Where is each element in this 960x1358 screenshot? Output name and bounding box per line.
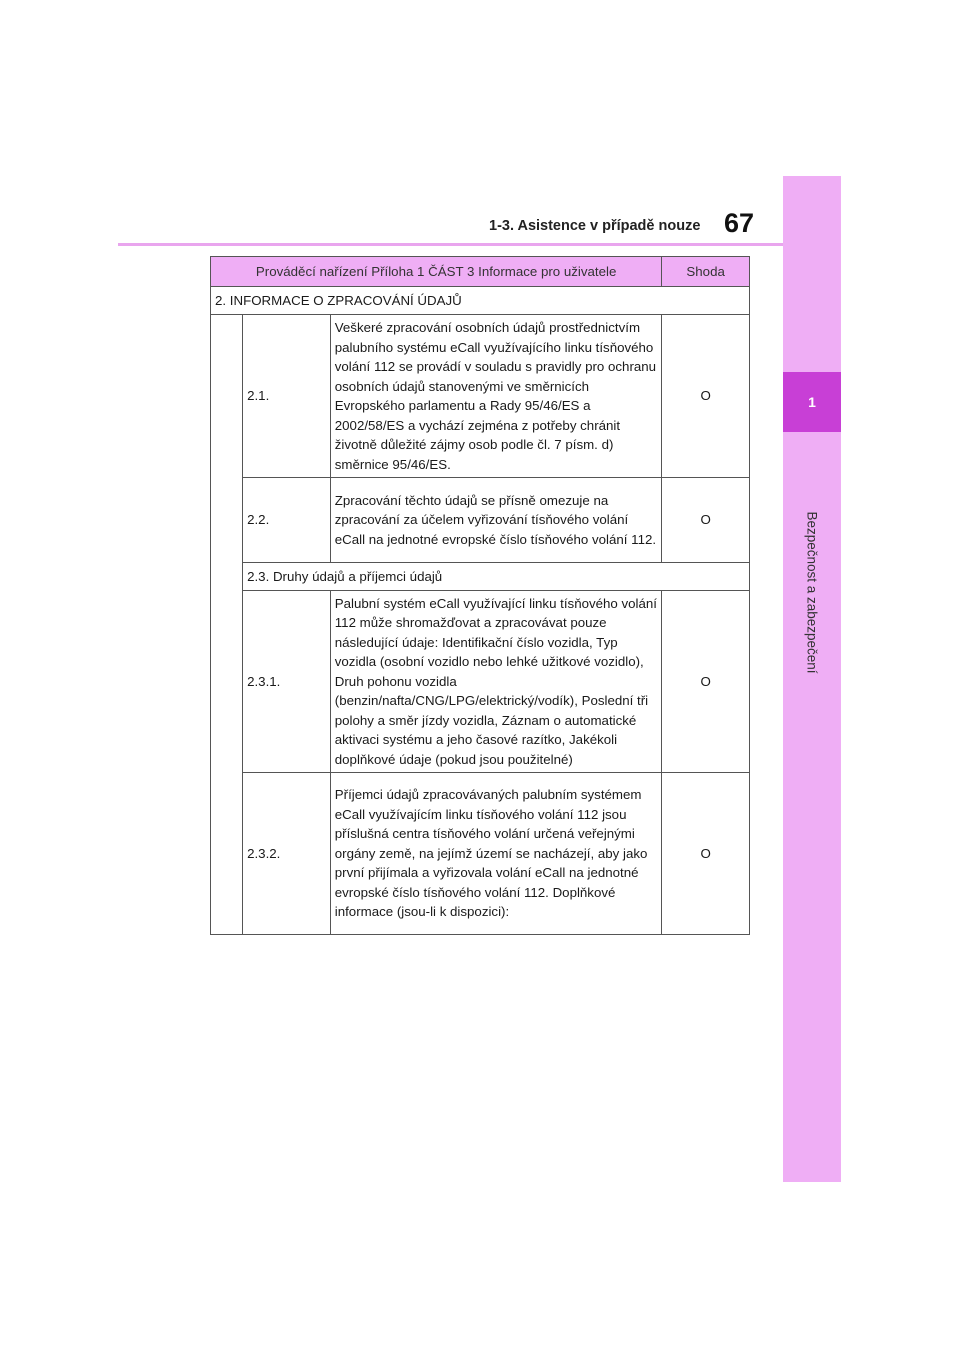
header-requirement: Prováděcí nařízení Příloha 1 ČÁST 3 Informace pro uživatele: [211, 257, 662, 287]
row-text: Veškeré zpracování osobních údajů prostřednictvím palubního systému eCall využívajícího linku tísňového volání 112 se provádí v souladu s pravidly pro ochranu osobních údajů stanovenými ve směrnicích Evropského parlamentu a Rady 95/46/ES a 2002/58/ES a vychází zejména z potřeby chránit životně důležité zájmy osob podle čl. 7 písm. d) směrnice 95/46/ES.: [330, 315, 662, 478]
table-row: [211, 591, 750, 773]
row-number: 2.3.1.: [243, 591, 331, 773]
page-number: 67: [724, 208, 755, 238]
section-2-3-title: 2.3. Druhy údajů a příjemci údajů: [243, 563, 750, 591]
row-text: Příjemci údajů zpracovávaných palubním systémem eCall využívajícím linku tísňového volání 112 jsou příslušná centra tísňového volání určená veřejnými orgány země, na jejímž území se nacházejí, aby jako první přijímala a vyřizovala volání eCall na jednotné evropské číslo tísňového volání 112. Doplňkové informace (jsou-li k dispozici):: [330, 773, 662, 935]
table-row: [211, 478, 750, 563]
section-title: 1-3. Asistence v případě nouze: [489, 218, 701, 234]
indent-cell: [211, 315, 243, 935]
row-compliance: O: [662, 478, 750, 563]
table-row: [211, 773, 750, 935]
header-divider: [118, 243, 783, 246]
section-row: [211, 287, 750, 315]
row-compliance: O: [662, 315, 750, 478]
chapter-title-vertical: Bezpečnost a zabezpečení: [804, 511, 820, 674]
table-row: [211, 315, 750, 478]
row-number: 2.1.: [243, 315, 331, 478]
row-number: 2.3.2.: [243, 773, 331, 935]
row-compliance: O: [662, 591, 750, 773]
requirements-table: [210, 256, 750, 935]
header-compliance: Shoda: [662, 257, 750, 287]
row-compliance: O: [662, 773, 750, 935]
row-text: Zpracování těchto údajů se přísně omezuje na zpracování za účelem vyřizování tísňového volání eCall na jednotné evropské číslo tísňového volání 112.: [330, 478, 662, 563]
table-header-row: [211, 257, 750, 287]
section-2-title: 2. INFORMACE O ZPRACOVÁNÍ ÚDAJŮ: [211, 287, 750, 315]
row-text: Palubní systém eCall využívající linku tísňového volání 112 může shromažďovat a zpracovávat pouze následující údaje: Identifikační číslo vozidla, Typ vozidla (osobní vozidlo nebo lehké užitkové vozidlo), Druh pohonu vozidla (benzin/nafta/CNG/LPG/elektrický/vodík), Poslední tři polohy a směr jízdy vozidla, Záznam o automatické aktivaci systému a jeho časové razítko, Jakékoli doplňkové údaje (pokud jsou použitelné): [330, 591, 662, 773]
row-number: 2.2.: [243, 478, 331, 563]
section-row: [211, 563, 750, 591]
chapter-number-badge: 1: [783, 372, 841, 432]
